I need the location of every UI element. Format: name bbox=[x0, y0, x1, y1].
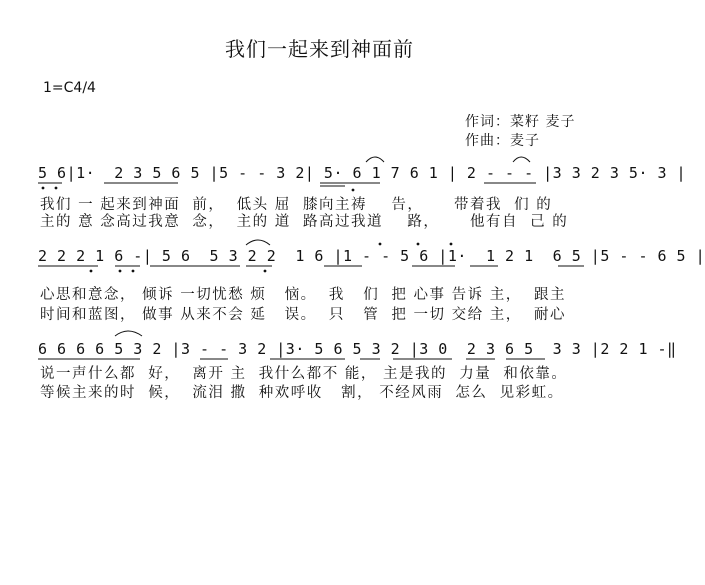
notation-line-2: 2 2 2 1 6 -| 5 6 5 3 2 2 1 6 |1 - - 5 6 |1· 1 2 1 6 5 |5 - - 6 5 | bbox=[38, 247, 705, 265]
slur bbox=[366, 157, 384, 162]
octave-dot bbox=[119, 270, 122, 273]
lyric-line-2-verse-1: 心思和意念， 倾诉 一切忧愁 烦 恼。 我 们 把 心事 告诉 主， 跟主 bbox=[40, 287, 566, 303]
lyric-line-3-verse-2: 等候主来的时 候， 流泪 撒 种欢呼收 割， 不经风雨 怎么 见彩虹。 bbox=[40, 385, 564, 401]
octave-dot bbox=[55, 187, 58, 190]
slur bbox=[246, 240, 270, 245]
octave-dot bbox=[132, 270, 135, 273]
notation-line-1: 5 6|1· 2 3 5 6 5 |5 - - 3 2| 5· 6 1 7 6 1 | 2 - - - |3 3 2 3 5· 3 | bbox=[38, 164, 687, 182]
lyric-line-2-verse-2: 时间和蓝图， 做事 从来不会 延 误。 只 管 把 一切 交给 主， 耐心 bbox=[40, 307, 566, 323]
slur bbox=[513, 157, 530, 162]
lyric-line-1-verse-1: 我们 一 起来到神面 前， 低头 屈 膝向主祷 告， 带着我 们 的 bbox=[40, 197, 553, 213]
octave-dot bbox=[90, 270, 93, 273]
lyric-line-3-verse-1: 说一声什么都 好， 离开 主 我什么都不 能， 主是我的 力量 和依靠。 bbox=[40, 366, 568, 382]
song-title: 我们一起来到神面前 bbox=[225, 37, 414, 61]
key-signature: 1=C4/4 bbox=[43, 80, 96, 96]
octave-dot bbox=[352, 189, 355, 192]
lyricist-credit: 作词：菜籽 麦子 bbox=[465, 114, 576, 130]
octave-dot bbox=[450, 243, 453, 246]
notation-line-3: 6 6 6 6 5 3 2 |3 - - 3 2 |3· 5 6 5 3 2 |3 0 2 3 6 5 3 3 |2 2 1 -‖ bbox=[38, 340, 677, 358]
slur bbox=[115, 331, 142, 336]
octave-dot bbox=[379, 243, 382, 246]
octave-dot bbox=[417, 243, 420, 246]
composer-credit: 作曲：麦子 bbox=[465, 133, 540, 149]
lyric-line-1-verse-2: 主的 意 念高过我意 念， 主的 道 路高过我道 路， 他有自 己 的 bbox=[40, 214, 569, 230]
octave-dot bbox=[42, 187, 45, 190]
octave-dot bbox=[264, 270, 267, 273]
